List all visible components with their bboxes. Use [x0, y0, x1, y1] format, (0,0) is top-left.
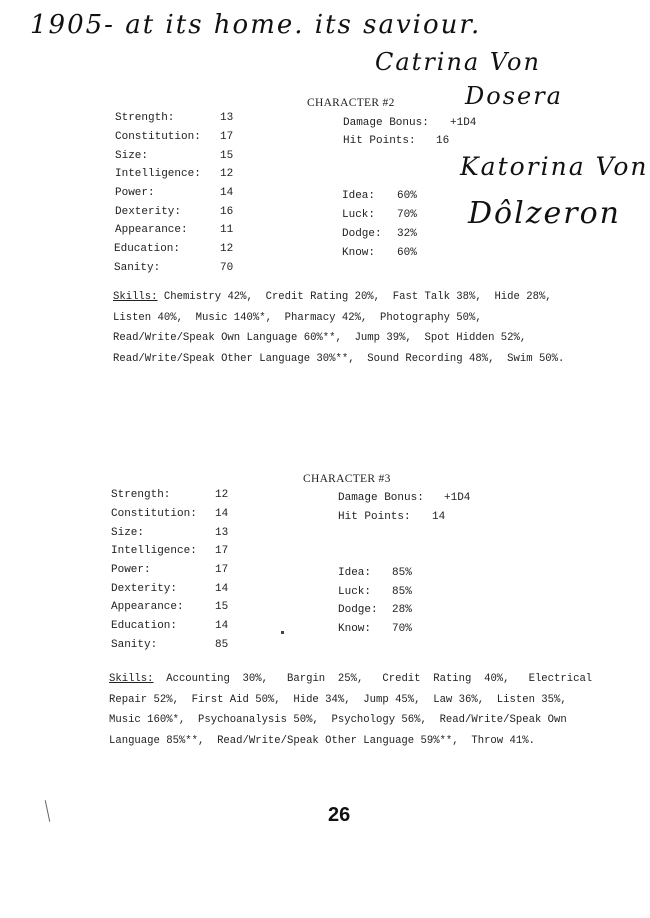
character-3-damage-bonus-label: Damage Bonus: [338, 492, 424, 504]
stat-value: 17 [215, 545, 229, 557]
character-3-hit-points-value: 14 [432, 511, 446, 523]
stat-value: 13 [215, 527, 229, 539]
character-2-hit-points-value: 16 [436, 135, 450, 147]
derived-value: 60% [397, 247, 417, 259]
stat-label: Power: [115, 187, 155, 199]
handwritten-name-line1: Katorina Von [460, 152, 649, 181]
derived-value: 32% [397, 228, 417, 240]
skills-heading: Skills: [113, 291, 158, 303]
stat-value: 12 [220, 243, 234, 255]
stat-label: Sanity: [114, 262, 161, 274]
stat-label: Strength: [115, 112, 175, 124]
stat-value: 12 [220, 168, 234, 180]
page-number: 26 [328, 804, 351, 826]
skills-line [113, 287, 564, 308]
skills-line: Repair 52%, First Aid 50%, Hide 34%, Jump 45%, Law 36%, Listen 35%, [109, 693, 567, 706]
stat-label: Education: [111, 620, 178, 632]
stat-label: Appearance: [111, 601, 184, 613]
skills-line: Listen 40%, Music 140%*, Pharmacy 42%, Photography 50%, [113, 311, 482, 324]
derived-label: Dodge: [338, 604, 378, 616]
derived-value: 28% [392, 604, 412, 616]
stat-value: 11 [220, 224, 234, 236]
stat-value: 14 [215, 620, 229, 632]
stat-label: Dexterity: [115, 206, 182, 218]
handwritten-note-line2: Catrina Von [375, 48, 541, 76]
character-3-hit-points-label: Hit Points: [338, 511, 411, 523]
derived-value: 60% [397, 190, 417, 202]
derived-value: 85% [392, 567, 412, 579]
character-3-damage-bonus-value: +1D4 [444, 492, 471, 504]
stat-value: 17 [220, 131, 234, 143]
derived-label: Know: [338, 623, 372, 635]
skills-line: Read/Write/Speak Other Language 30%**, Sound Recording 48%, Swim 50%. [113, 352, 565, 365]
stat-label: Appearance: [115, 224, 188, 236]
stat-label: Power: [111, 564, 151, 576]
derived-value: 85% [392, 586, 412, 598]
stat-label: Strength: [111, 489, 171, 501]
stat-value: 85 [215, 639, 229, 651]
stat-value: 70 [220, 262, 234, 274]
character-2-hit-points-label: Hit Points: [343, 135, 416, 147]
derived-value: 70% [392, 623, 412, 635]
skills-line: Music 160%*, Psychoanalysis 50%, Psychology 56%, Read/Write/Speak Own [109, 714, 567, 726]
derived-label: Idea: [342, 190, 376, 202]
character-3-skills [109, 669, 592, 751]
scan-speck [281, 631, 284, 634]
skills-line [109, 669, 592, 690]
handwritten-note-line3: Dosera [465, 82, 563, 110]
stat-label: Constitution: [111, 508, 197, 520]
character-2-damage-bonus-label: Damage Bonus: [343, 117, 429, 129]
stat-label: Education: [114, 243, 181, 255]
derived-label: Luck: [342, 209, 376, 221]
stat-value: 14 [215, 583, 229, 595]
stat-value: 14 [215, 508, 229, 520]
character-3-title: CHARACTER #3 [303, 473, 391, 485]
stat-value: 15 [215, 601, 229, 613]
derived-label: Idea: [338, 567, 372, 579]
stat-value: 17 [215, 564, 229, 576]
skills-heading: Skills: [109, 673, 154, 685]
character-2-damage-bonus-value: +1D4 [450, 117, 477, 129]
character-2-skills [113, 287, 564, 369]
stat-label: Sanity: [111, 639, 158, 651]
stat-label: Size: [115, 150, 149, 162]
skills-text: Chemistry 42%, Credit Rating 20%, Fast Talk 38%, Hide 28%, [157, 291, 552, 303]
derived-label: Know: [342, 247, 376, 259]
skills-line: Read/Write/Speak Own Language 60%**, Jump 39%, Spot Hidden 52%, [113, 332, 527, 344]
skills-text: Accounting 30%, Bargin 25%, Credit Rating 40%, Electrical [153, 673, 593, 685]
stat-value: 16 [220, 206, 234, 218]
derived-label: Dodge: [342, 228, 382, 240]
scan-mark [45, 800, 51, 822]
derived-value: 70% [397, 209, 417, 221]
handwritten-name-line2: Dôlzeron [468, 196, 621, 231]
stat-label: Size: [111, 527, 145, 539]
stat-label: Dexterity: [111, 583, 178, 595]
stat-label: Intelligence: [115, 168, 201, 180]
stat-value: 13 [220, 112, 234, 124]
stat-value: 12 [215, 489, 229, 501]
handwritten-note-line1: 1905- at its home. its saviour. [30, 10, 482, 40]
stat-value: 15 [220, 150, 234, 162]
derived-label: Luck: [338, 586, 372, 598]
stat-label: Constitution: [115, 131, 201, 143]
stat-value: 14 [220, 187, 234, 199]
skills-line: Language 85%**, Read/Write/Speak Other Language 59%**, Throw 41%. [109, 734, 535, 747]
stat-label: Intelligence: [111, 545, 197, 557]
character-2-title: CHARACTER #2 [307, 97, 395, 109]
